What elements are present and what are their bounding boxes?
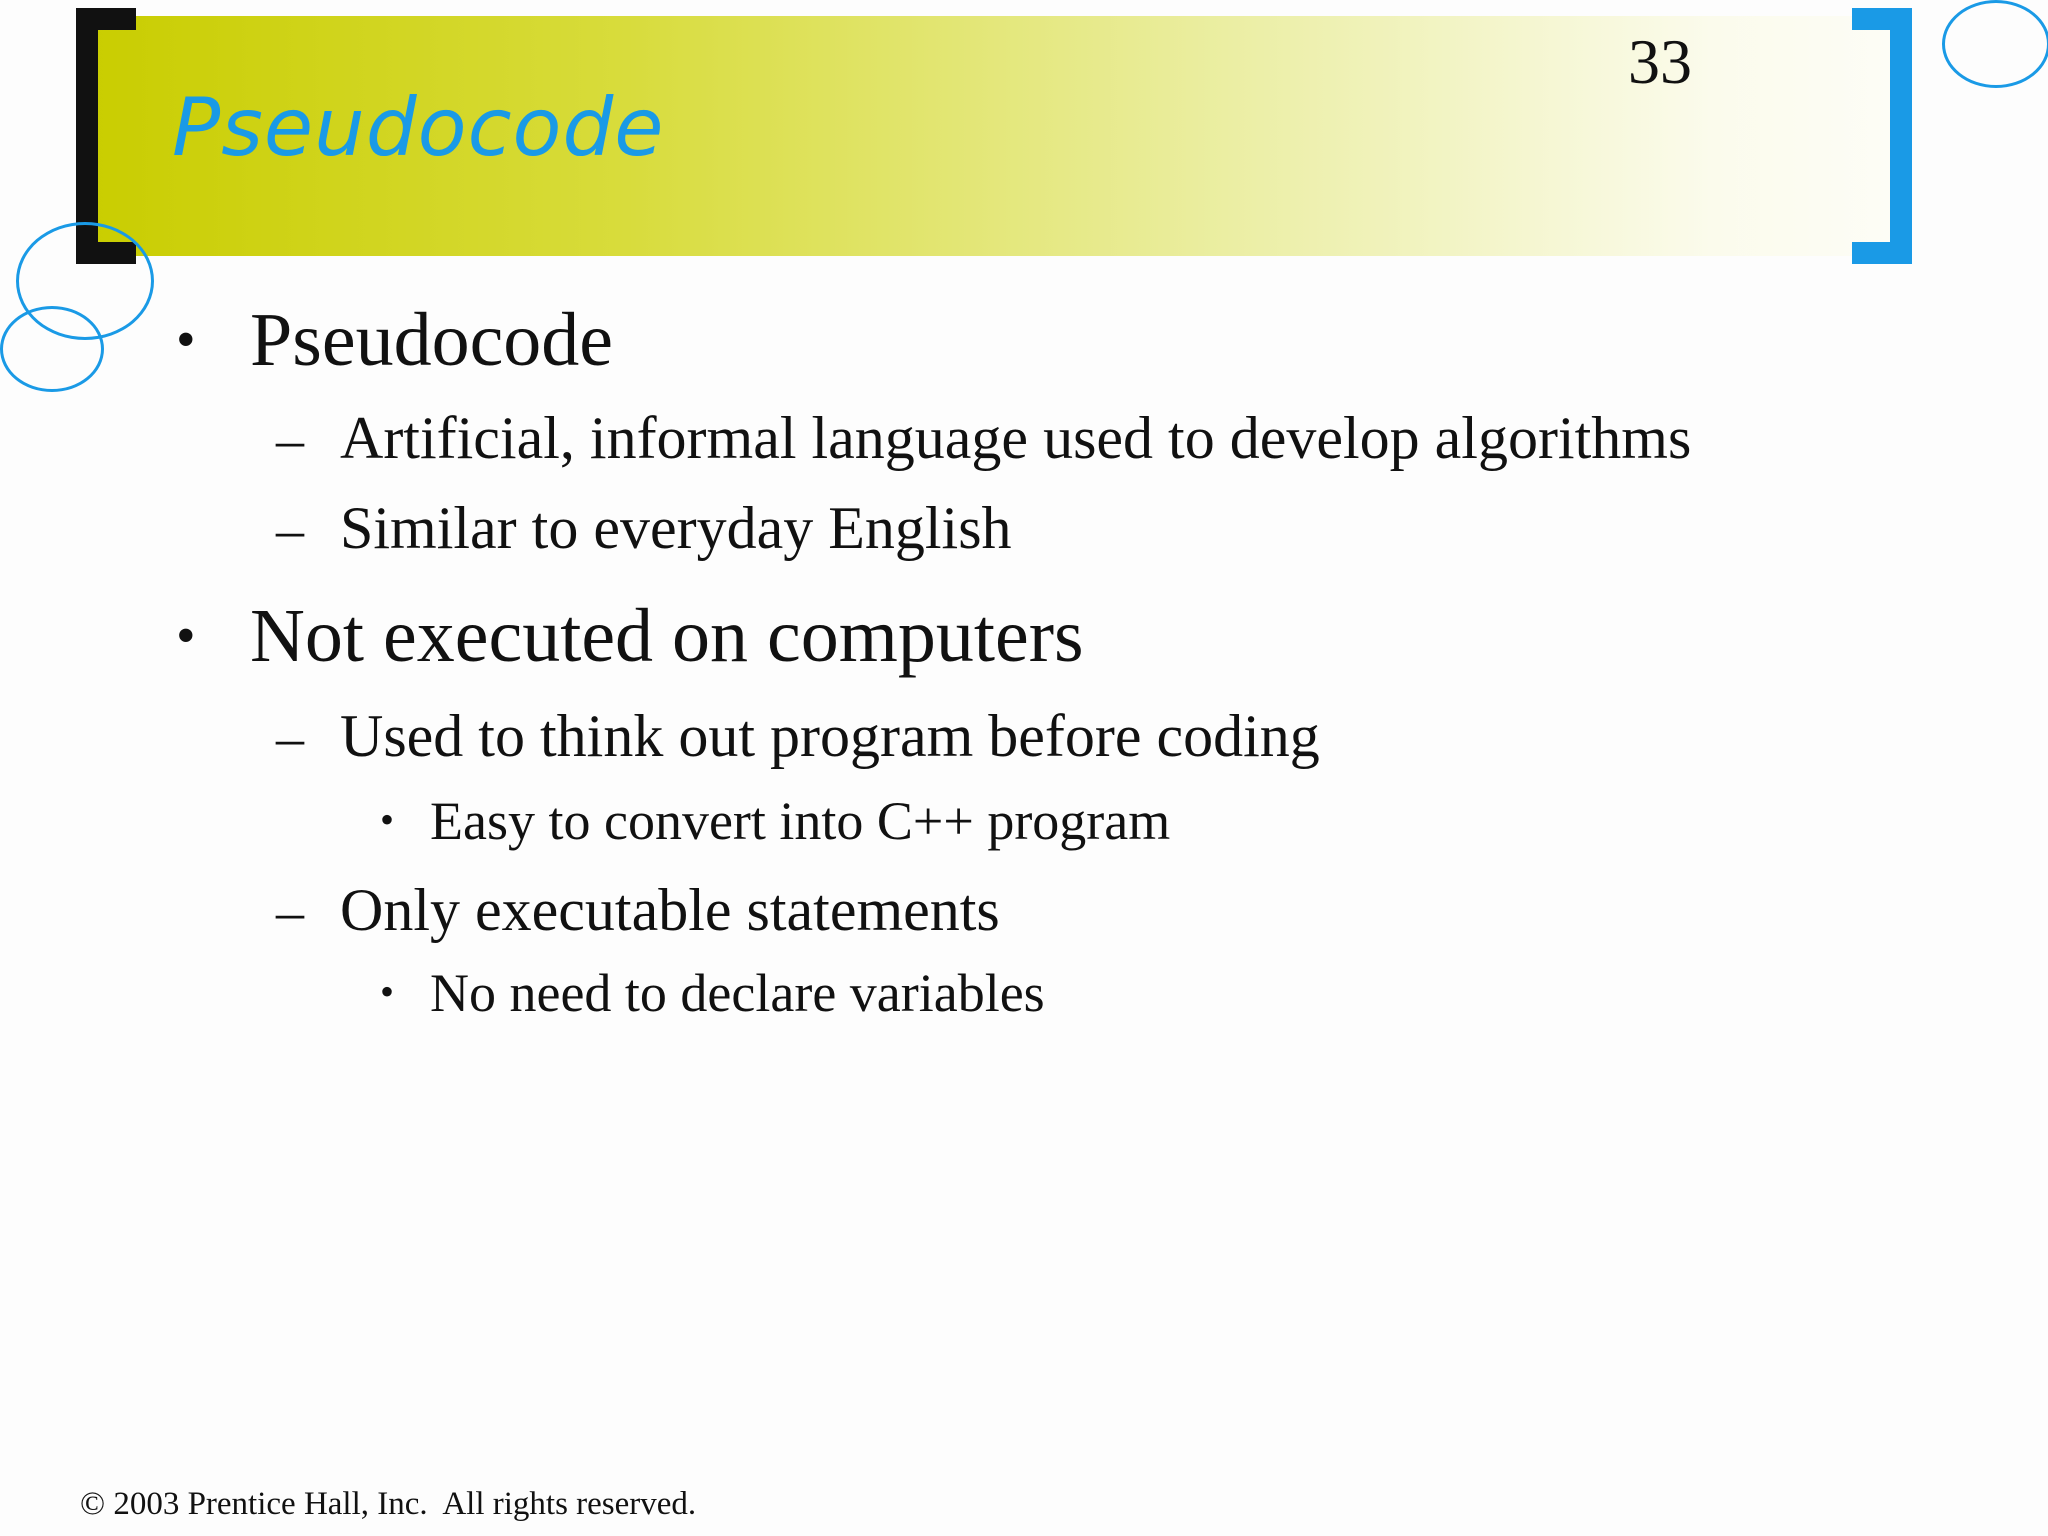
dash-marker: – — [276, 409, 304, 471]
sub-bullet-text: Only executable statements — [340, 877, 1000, 943]
dash-marker: – — [276, 881, 304, 943]
dash-marker: – — [276, 707, 304, 769]
bullet-marker: • — [380, 797, 395, 842]
slide-title: Pseudocode — [172, 81, 665, 174]
bullet-marker: • — [176, 605, 196, 667]
sub-bullet-text: Artificial, informal language used to develop algorithms — [340, 405, 1692, 471]
copyright-footer: © 2003 Prentice Hall, Inc. All rights reserved. — [80, 1486, 697, 1522]
right-bracket-decoration — [1852, 8, 1912, 264]
dash-marker: – — [276, 499, 304, 561]
sub-sub-bullet-text: Easy to convert into C++ program — [430, 791, 1171, 851]
circle-decoration — [1942, 0, 2048, 88]
circle-decoration — [0, 306, 104, 392]
sub-sub-bullet-text: No need to declare variables — [430, 963, 1045, 1023]
sub-bullet-text: Similar to everyday English — [340, 495, 1012, 561]
bullet-marker: • — [380, 969, 395, 1014]
bullet-text: Pseudocode — [250, 298, 614, 382]
page-number: 33 — [1628, 26, 1692, 97]
bullet-marker: • — [176, 309, 196, 371]
sub-bullet-text: Used to think out program before coding — [340, 703, 1320, 769]
bullet-text: Not executed on computers — [250, 594, 1084, 678]
